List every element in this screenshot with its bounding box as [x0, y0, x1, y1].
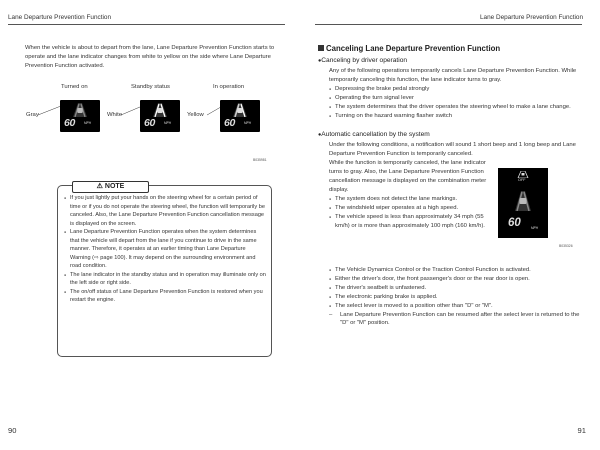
speed-value: 60: [508, 217, 521, 229]
meter-display-in-operation: [220, 100, 260, 132]
section-title: Canceling Lane Departure Prevention Function: [318, 44, 500, 53]
auto-item: ● The system does not detect the lane markings.: [329, 195, 487, 204]
meter-display-canceled: [498, 168, 548, 238]
figure-code-right: B035326: [559, 244, 573, 248]
auto-item: ● The vehicle speed is less than approximately 34 mph (55 km/h) or is more than approximately 100 mph (160 km/h).: [329, 213, 487, 231]
speed-unit: MPH: [164, 121, 172, 125]
auto-item: ● The Vehicle Dynamics Control or the Traction Control Function is activated.: [329, 266, 585, 275]
circle-bullet-icon: ●: [318, 58, 322, 64]
note-icon: ⚠: [96, 183, 103, 190]
caption-in-operation: In operation: [213, 84, 245, 90]
circle-bullet-icon: ●: [318, 132, 322, 138]
driver-item: ● The system determines that the driver operates the steering wheel to make a lane change.: [329, 103, 583, 112]
subsection-driver-heading: ●Canceling by driver operation: [318, 57, 408, 64]
auto-dash-item: – Lane Departure Prevention Function can be resumed after the select lever is returned to the "D" or "M" position.: [329, 311, 580, 327]
note-heading: ⚠ NOTE: [72, 181, 149, 193]
figure-code: B035981: [253, 158, 267, 162]
off-badge: OFF: [518, 178, 526, 182]
speed-unit: MPH: [84, 121, 92, 125]
intro-paragraph: When the vehicle is about to depart from the lane, Lane Departure Prevention Function starts to operate and the lane indicator changes from white to yellow on the side where Lane Departure Prevention Function activated.: [25, 45, 275, 69]
auto-list-wide: [329, 266, 585, 328]
note-item: ● The on/off status of Lane Departure Prevention Function is restored when you restart the engine.: [64, 288, 266, 305]
speed-unit: MPH: [244, 121, 252, 125]
speed-unit: MPH: [531, 226, 539, 230]
lane-off-icon: [517, 171, 529, 178]
auto-list-narrow: [329, 195, 487, 231]
auto-item: ● The electronic parking brake is applied.: [329, 293, 585, 302]
lane-road-icon: [506, 189, 540, 211]
driver-item: ● Depressing the brake pedal strongly: [329, 85, 583, 94]
auto-item: ● The windshield wiper operates at a high speed.: [329, 204, 487, 213]
note-content: [64, 194, 266, 305]
caption-standby: Standby status: [131, 84, 170, 90]
page-number-right: 91: [577, 426, 586, 435]
driver-list: [329, 85, 583, 121]
label-gray: Gray: [26, 112, 39, 118]
driver-item: ● Operating the turn signal lever: [329, 94, 583, 103]
speed-value: 60: [144, 117, 156, 129]
square-bullet-icon: [318, 45, 324, 51]
driver-item: ● Turning on the hazard warning flasher switch: [329, 112, 583, 121]
meter-display-turned-on: [60, 100, 100, 132]
auto-intro-2: While the function is temporarily canceled, the lane indicator turns to gray. Also, the Lane Departure Prevention Function cancellation message is displayed on the combination meter display.: [329, 160, 487, 193]
label-yellow: Yellow: [187, 112, 204, 118]
note-item: ● If you just lightly put your hands on the steering wheel for a certain period of time or if you do not operate the steering wheel, the function will temporarily be canceled. Also, the Lane Departure Prevention Function cancellation message is displayed on the screen.: [64, 194, 266, 228]
speed-value: 60: [224, 117, 236, 129]
auto-item: ● The driver's seatbelt is unfastened.: [329, 284, 585, 293]
driver-intro: Any of the following operations temporarily cancels Lane Departure Prevention Function. While temporarily canceling this function, the lane indicator turns to gray.: [329, 68, 577, 83]
label-white: White: [107, 112, 123, 118]
lane-road-icon: [145, 102, 175, 117]
note-item: ● The lane indicator in the standby status and in operation may illuminate only on the left side or right side.: [64, 271, 266, 288]
auto-item: ● Either the driver's door, the front passenger's door or the rear door is open.: [329, 275, 585, 284]
lane-road-icon: [225, 102, 255, 117]
page-number-left: 90: [8, 426, 17, 435]
page-header-left: Lane Departure Prevention Function: [8, 14, 112, 21]
note-item: ● Lane Departure Prevention Function operates when the system determines that the vehicle will depart from the lane if you continue to drive in the same manner. Therefore, it operates at an earlier timing than Lane Departure Warning (⇨ page 100). It may depend on the surrounding environment and road condition.: [64, 228, 266, 271]
meter-display-standby: [140, 100, 180, 132]
auto-item: ● The select lever is moved to a position other than "D" or "M".: [329, 302, 585, 311]
lane-road-icon: [65, 102, 95, 117]
auto-intro: Under the following conditions, a notification will sound 1 short beep and 1 long beep and Lane Departure Prevention Function is temporarily canceled.: [329, 142, 576, 157]
speed-value: 60: [64, 117, 76, 129]
page-header-right: Lane Departure Prevention Function: [479, 14, 583, 21]
subsection-auto-heading: ●Automatic cancellation by the system: [318, 131, 430, 138]
caption-turned-on: Turned on: [61, 84, 88, 90]
